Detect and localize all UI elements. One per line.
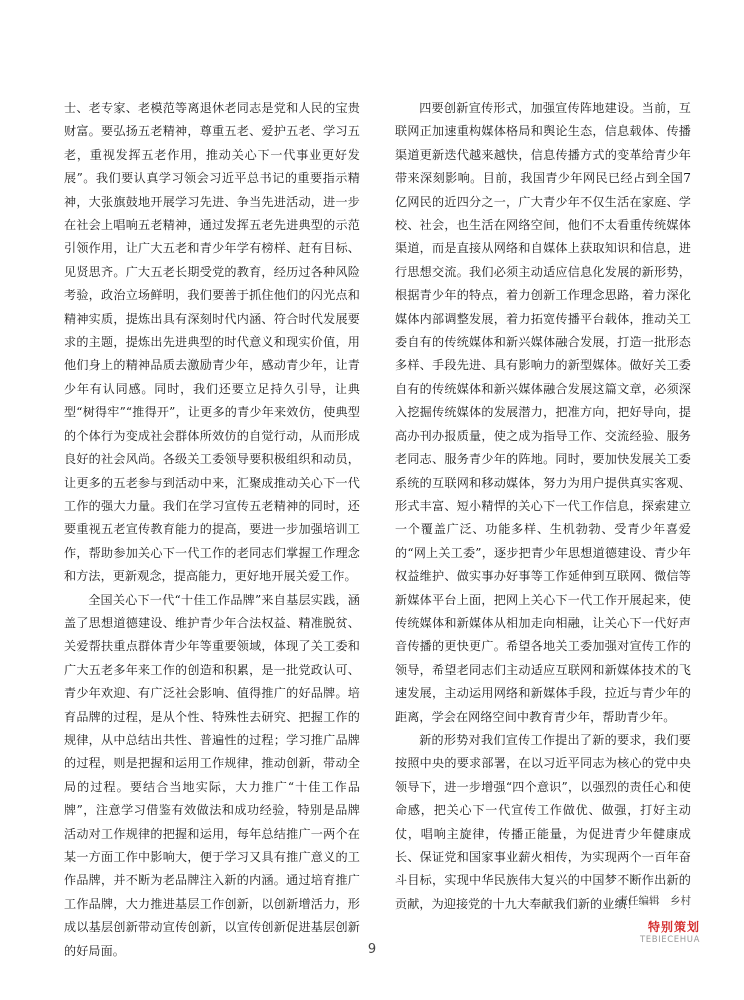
left-paragraph-2: 全国关心下一代“十佳工作品牌”来自基层实践，涵盖了思想道德建设、维护青少年合法权益、精准脱贫、关爱帮扶重点群体青少年等重要领域，体现了关工委和广大五老多年来工作的创造和积累，是一批党政认可、青少年欢迎、有广泛社会影响、值得推广的好品牌。培育品牌的过程，是从个性、特殊性去研究、把握工作的规律，从中总结出共性、普遍性的过程；学习推广品牌的过程，则是把握和运用工作规律，推动创新，带动全局的过程。要结合当地实际，大力推广“十佳工作品牌”，注意学习借鉴有效做法和成功经验，特别是品牌活动对工作规律的把握和运用，每年总结推广一两个在某一方面工作中影响大，便于学习又具有推广意义的工作品牌，并不断为老品牌注入新的内涵。通过培育推广工作品牌，大力推进基层工作创新，以创新增活力，形成以基层创新带动宣传创新，以宣传创新促进基层创新的好局面。	[64, 592, 360, 958]
section-brand-pinyin: TEBIECEHUA	[639, 935, 700, 945]
section-brand-chinese: 特别策划	[647, 920, 700, 934]
page-number: 9	[367, 942, 377, 957]
right-paragraph-2: 新的形势对我们宣传工作提出了新的要求，我们要按照中央的要求部署，在以习近平同志为核心的党中央领导下，进一步增强“四个意识”，以强烈的责任心和使命感，把关心下一代宣传工作做优、做强，打好主动仗，唱响主旋律，传播正能量，为促进青少年健康成长、保证党和国家事业薪火相传，为实现两个一百年奋斗目标，实现中华民族伟大复兴的中国梦不断作出新的贡献，为迎接党的十九大奉献我们新的业绩！	[395, 732, 691, 911]
left-column	[64, 97, 360, 963]
left-paragraph-1: 士、老专家、老模范等离退休老同志是党和人民的宝贵财富。要弘扬五老精神，尊重五老、爱护五老、学习五老，重视发挥五老作用，推动关心下一代事业更好发展”。我们要认真学习领会习近平总书记的重要指示精神，大张旗鼓地开展学习先进、争当先进活动，进一步在社会上唱响五老精神，通过发挥五老先进典型的示范引领作用，让广大五老和青少年学有榜样、赶有目标、见贤思齐。广大五老长期受党的教育，经历过各种风险考验，政治立场鲜明，我们要善于抓住他们的闪光点和精神实质，提炼出具有深刻时代内涵、符合时代发展要求的主题，提炼出先进典型的时代意义和现实价值，用他们身上的精神品质去激励青少年，感动青少年，让青少年有认同感。同时，我们还要立足持久引导，让典型“树得牢”“推得开”，让更多的青少年来效仿，使典型的个体行为变成社会群体所效仿的自觉行动，从而形成良好的社会风尚。各级关工委领导要积极组织和动员，让更多的五老参与到活动中来，汇聚成推动关心下一代工作的强大力量。我们在学习宣传五老精神的同时，还要重视五老宣传教育能力的提高，要进一步加强培训工作，帮助参加关心下一代工作的老同志们掌握工作理念和方法，更新观念，提高能力，更好地开展关爱工作。	[64, 101, 360, 584]
section-brand	[640, 918, 700, 945]
right-column	[395, 97, 691, 916]
editor-credit: 责任编辑 乡村	[617, 895, 691, 907]
right-paragraph-1: 四要创新宣传形式，加强宣传阵地建设。当前，互联网正加速重构媒体格局和舆论生态，信息载体、传播渠道更新迭代越来越快，信息传播方式的变革给青少年带来深刻影响。目前，我国青少年网民已经占到全国7亿网民的近四分之一，广大青少年不仅生活在家庭、学校、社会，也生活在网络空间，他们不太看重传统媒体渠道，而是直接从网络和自媒体上获取知识和信息，进行思想交流。我们必须主动适应信息化发展的新形势，根据青少年的特点，着力创新工作理念思路，着力深化媒体内部调整发展，着力拓宽传播平台载体，推动关工委自有的传统媒体和新兴媒体融合发展，打造一批形态多样、手段先进、具有影响力的新型媒体。做好关工委自有的传统媒体和新兴媒体融合发展这篇文章，必须深入挖掘传统媒体的发展潜力，把准方向，把好导向，提高办刊办报质量，使之成为指导工作、交流经验、服务老同志、服务青少年的阵地。同时，要加快发展关工委系统的互联网和移动媒体，努力为用户提供真实客观、形式丰富、短小精悍的关心下一代工作信息，探索建立一个覆盖广泛、功能多样、生机勃勃、受青少年喜爱的“网上关工委”，逐步把青少年思想道德建设、青少年权益维护、做实事办好事等工作延伸到互联网、微信等新媒体平台上面，把网上关心下一代工作开展起来，使传统媒体和新媒体从相加走向相融，让关心下一代好声音传播的更快更广。希望各地关工委加强对宣传工作的领导，希望老同志们主动适应互联网和新媒体技术的飞速发展，主动运用网络和新媒体手段，拉近与青少年的距离，学会在网络空间中教育青少年，帮助青少年。	[395, 101, 691, 724]
